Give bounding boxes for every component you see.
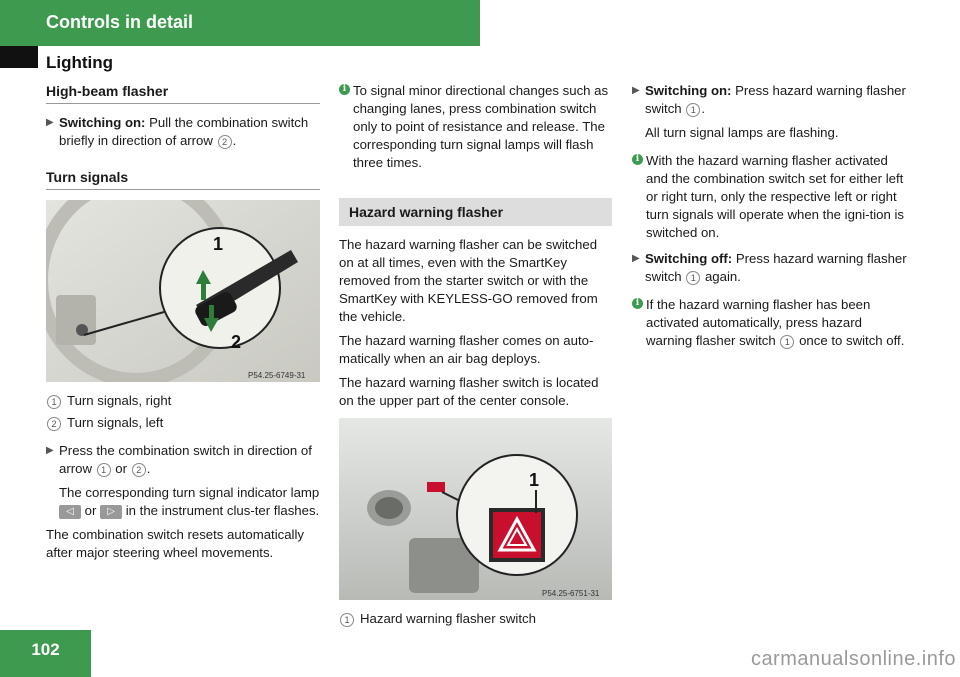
- hazard-heading: Hazard warning flasher: [339, 198, 612, 226]
- switching-on-result: All turn signal lamps are flashing.: [645, 125, 839, 140]
- legend-item: 2 Turn signals, left: [46, 414, 320, 432]
- page-number: 102: [31, 640, 60, 659]
- column-1: [46, 82, 320, 568]
- figure2-caption: 1 Hazard warning flasher switch: [339, 610, 612, 628]
- combination-switch-illustration: [46, 200, 320, 382]
- hazard-switch-illustration: [339, 418, 612, 600]
- section-title: Controls in detail: [46, 12, 194, 32]
- reset-note: The combination switch resets automatically after major steering wheel movements.: [46, 527, 304, 560]
- info-icon: i: [632, 154, 643, 165]
- hazard-paragraph: The hazard warning flasher comes on auto-matically when an air bag deploys.: [339, 333, 594, 366]
- figure2-code: P54.25-6751-31: [542, 589, 600, 598]
- info-icon: i: [632, 298, 643, 309]
- triangle-right-icon: ▶: [46, 445, 54, 456]
- triangle-right-icon: ▶: [46, 117, 54, 128]
- turn-left-indicator-icon: ◁: [59, 505, 81, 519]
- figure1-code: P54.25-6749-31: [248, 371, 306, 380]
- switching-off-instruction: ▶ Switching off: Press hazard warning flasher switch 1 again.: [632, 251, 907, 284]
- highbeam-instruction: ▶ Switching on: Pull the combination switch briefly in direction of arrow 2 .: [46, 115, 309, 148]
- figure1-callout-1: 1: [213, 234, 224, 254]
- figure2-callout-1: 1: [529, 470, 540, 490]
- info-note: i To signal minor directional changes such as changing lanes, press combination switch only to point of resistance and release. The corresponding turn signal lamps will flash three times.: [339, 82, 612, 172]
- hazard-paragraph: The hazard warning flasher can be switched on at all times, even with the SmartKey removed from the starter switch or with the SmartKey with KEYLESS-GO removed from the vehicle.: [339, 237, 598, 324]
- turn-signals-heading: Turn signals: [46, 168, 320, 190]
- figure1-callout-2: 2: [231, 332, 242, 352]
- callout-2: 2: [218, 135, 232, 149]
- figure-hazard-switch: [339, 418, 612, 600]
- column-3: [632, 82, 908, 358]
- hazard-paragraph: The hazard warning flasher switch is located on the upper part of the center console.: [339, 375, 599, 408]
- page-subtitle: Lighting: [46, 53, 114, 72]
- highbeam-heading: High-beam flasher: [46, 82, 320, 104]
- legend-item: 1 Turn signals, right: [46, 392, 320, 410]
- header-tab-marker: [0, 46, 38, 68]
- info-note: i If the hazard warning flasher has been activated automatically, press hazard warning flasher switch 1 once to switch off.: [632, 296, 908, 350]
- info-note: i With the hazard warning flasher activated and the combination switch set for either left or right turn, only the respective left or right turn signals will operate when the igni-tion is switched on.: [632, 152, 908, 242]
- column-2: [339, 82, 612, 632]
- triangle-right-icon: ▶: [632, 85, 640, 96]
- figure-combination-switch: [46, 200, 320, 382]
- info-icon: i: [339, 84, 350, 95]
- triangle-right-icon: ▶: [632, 253, 640, 264]
- lamp-note: The corresponding turn signal indicator lamp ◁ or ▷ in the instrument clus-ter flashes.: [59, 485, 320, 518]
- watermark[interactable]: carmanualsonline.info: [750, 648, 956, 670]
- switching-on-instruction: ▶ Switching on: Press hazard warning flasher switch 1 .: [632, 83, 906, 116]
- turn-right-indicator-icon: ▷: [100, 505, 122, 519]
- press-instruction: ▶ Press the combination switch in direction of arrow 1 or 2 .: [46, 443, 312, 476]
